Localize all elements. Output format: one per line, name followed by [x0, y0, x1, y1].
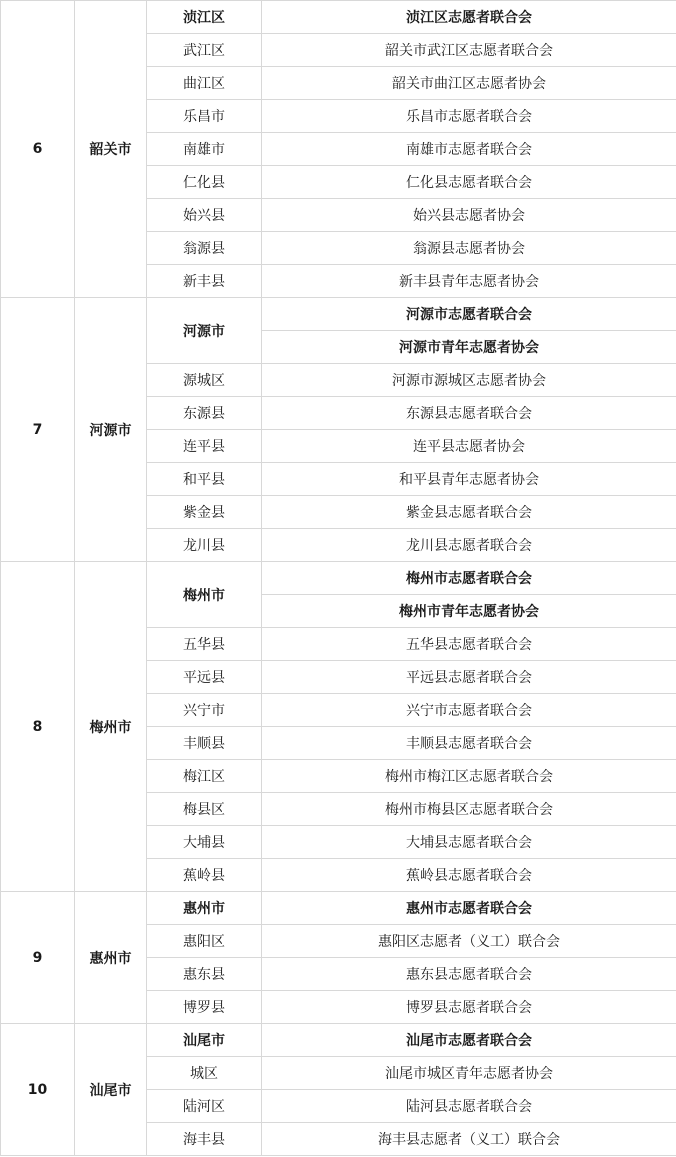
organization-name: 东源县志愿者联合会 — [262, 397, 676, 430]
organization-name: 蕉岭县志愿者联合会 — [262, 859, 676, 892]
district-name: 连平县 — [147, 430, 262, 463]
district-name: 平远县 — [147, 661, 262, 694]
table-row — [1, 562, 676, 595]
district-name: 城区 — [147, 1057, 262, 1090]
table-row — [1, 298, 676, 331]
organization-name: 梅州市志愿者联合会 — [262, 562, 676, 595]
organization-name: 平远县志愿者联合会 — [262, 661, 676, 694]
organization-name: 新丰县青年志愿者协会 — [262, 265, 676, 298]
organization-name: 和平县青年志愿者协会 — [262, 463, 676, 496]
organization-name: 仁化县志愿者联合会 — [262, 166, 676, 199]
organization-name: 紫金县志愿者联合会 — [262, 496, 676, 529]
district-name: 海丰县 — [147, 1123, 262, 1156]
district-name: 博罗县 — [147, 991, 262, 1024]
organization-name: 乐昌市志愿者联合会 — [262, 100, 676, 133]
organization-name: 翁源县志愿者协会 — [262, 232, 676, 265]
organization-name: 梅州市青年志愿者协会 — [262, 595, 676, 628]
organization-name: 河源市青年志愿者协会 — [262, 331, 676, 364]
city-name: 汕尾市 — [75, 1024, 147, 1156]
district-name: 新丰县 — [147, 265, 262, 298]
table-body — [1, 1, 676, 1156]
organization-name: 五华县志愿者联合会 — [262, 628, 676, 661]
district-name: 惠阳区 — [147, 925, 262, 958]
organization-name: 惠阳区志愿者（义工）联合会 — [262, 925, 676, 958]
district-name: 龙川县 — [147, 529, 262, 562]
district-name: 始兴县 — [147, 199, 262, 232]
organization-name: 龙川县志愿者联合会 — [262, 529, 676, 562]
table-row — [1, 1, 676, 34]
district-name: 五华县 — [147, 628, 262, 661]
district-name: 大埔县 — [147, 826, 262, 859]
group-number: 7 — [1, 298, 75, 562]
district-name: 惠州市 — [147, 892, 262, 925]
organization-name: 河源市志愿者联合会 — [262, 298, 676, 331]
district-name: 武江区 — [147, 34, 262, 67]
district-name: 曲江区 — [147, 67, 262, 100]
table-row — [1, 1024, 676, 1057]
city-name: 韶关市 — [75, 1, 147, 298]
city-name: 河源市 — [75, 298, 147, 562]
district-name: 梅县区 — [147, 793, 262, 826]
organization-name: 南雄市志愿者联合会 — [262, 133, 676, 166]
district-name: 翁源县 — [147, 232, 262, 265]
organization-name: 汕尾市城区青年志愿者协会 — [262, 1057, 676, 1090]
district-name: 梅江区 — [147, 760, 262, 793]
district-name: 乐昌市 — [147, 100, 262, 133]
district-name: 兴宁市 — [147, 694, 262, 727]
district-name: 仁化县 — [147, 166, 262, 199]
district-name: 紫金县 — [147, 496, 262, 529]
organization-name: 兴宁市志愿者联合会 — [262, 694, 676, 727]
organization-name: 韶关市武江区志愿者联合会 — [262, 34, 676, 67]
organization-name: 陆河县志愿者联合会 — [262, 1090, 676, 1123]
district-name: 浈江区 — [147, 1, 262, 34]
city-name: 惠州市 — [75, 892, 147, 1024]
group-number: 8 — [1, 562, 75, 892]
organization-name: 浈江区志愿者联合会 — [262, 1, 676, 34]
district-name: 梅州市 — [147, 562, 262, 628]
table-row — [1, 892, 676, 925]
district-name: 陆河区 — [147, 1090, 262, 1123]
group-number: 9 — [1, 892, 75, 1024]
district-name: 东源县 — [147, 397, 262, 430]
organization-name: 连平县志愿者协会 — [262, 430, 676, 463]
group-number: 10 — [1, 1024, 75, 1156]
organization-name: 惠州市志愿者联合会 — [262, 892, 676, 925]
organization-name: 丰顺县志愿者联合会 — [262, 727, 676, 760]
organization-name: 海丰县志愿者（义工）联合会 — [262, 1123, 676, 1156]
organization-name: 河源市源城区志愿者协会 — [262, 364, 676, 397]
group-number: 6 — [1, 1, 75, 298]
district-name: 和平县 — [147, 463, 262, 496]
organization-name: 梅州市梅县区志愿者联合会 — [262, 793, 676, 826]
district-name: 蕉岭县 — [147, 859, 262, 892]
district-name: 河源市 — [147, 298, 262, 364]
organization-name: 汕尾市志愿者联合会 — [262, 1024, 676, 1057]
organization-name: 梅州市梅江区志愿者联合会 — [262, 760, 676, 793]
district-name: 丰顺县 — [147, 727, 262, 760]
district-name: 汕尾市 — [147, 1024, 262, 1057]
district-name: 惠东县 — [147, 958, 262, 991]
district-name: 源城区 — [147, 364, 262, 397]
organization-name: 惠东县志愿者联合会 — [262, 958, 676, 991]
district-name: 南雄市 — [147, 133, 262, 166]
organization-name: 博罗县志愿者联合会 — [262, 991, 676, 1024]
organization-name: 始兴县志愿者协会 — [262, 199, 676, 232]
organization-name: 大埔县志愿者联合会 — [262, 826, 676, 859]
organization-name: 韶关市曲江区志愿者协会 — [262, 67, 676, 100]
city-name: 梅州市 — [75, 562, 147, 892]
